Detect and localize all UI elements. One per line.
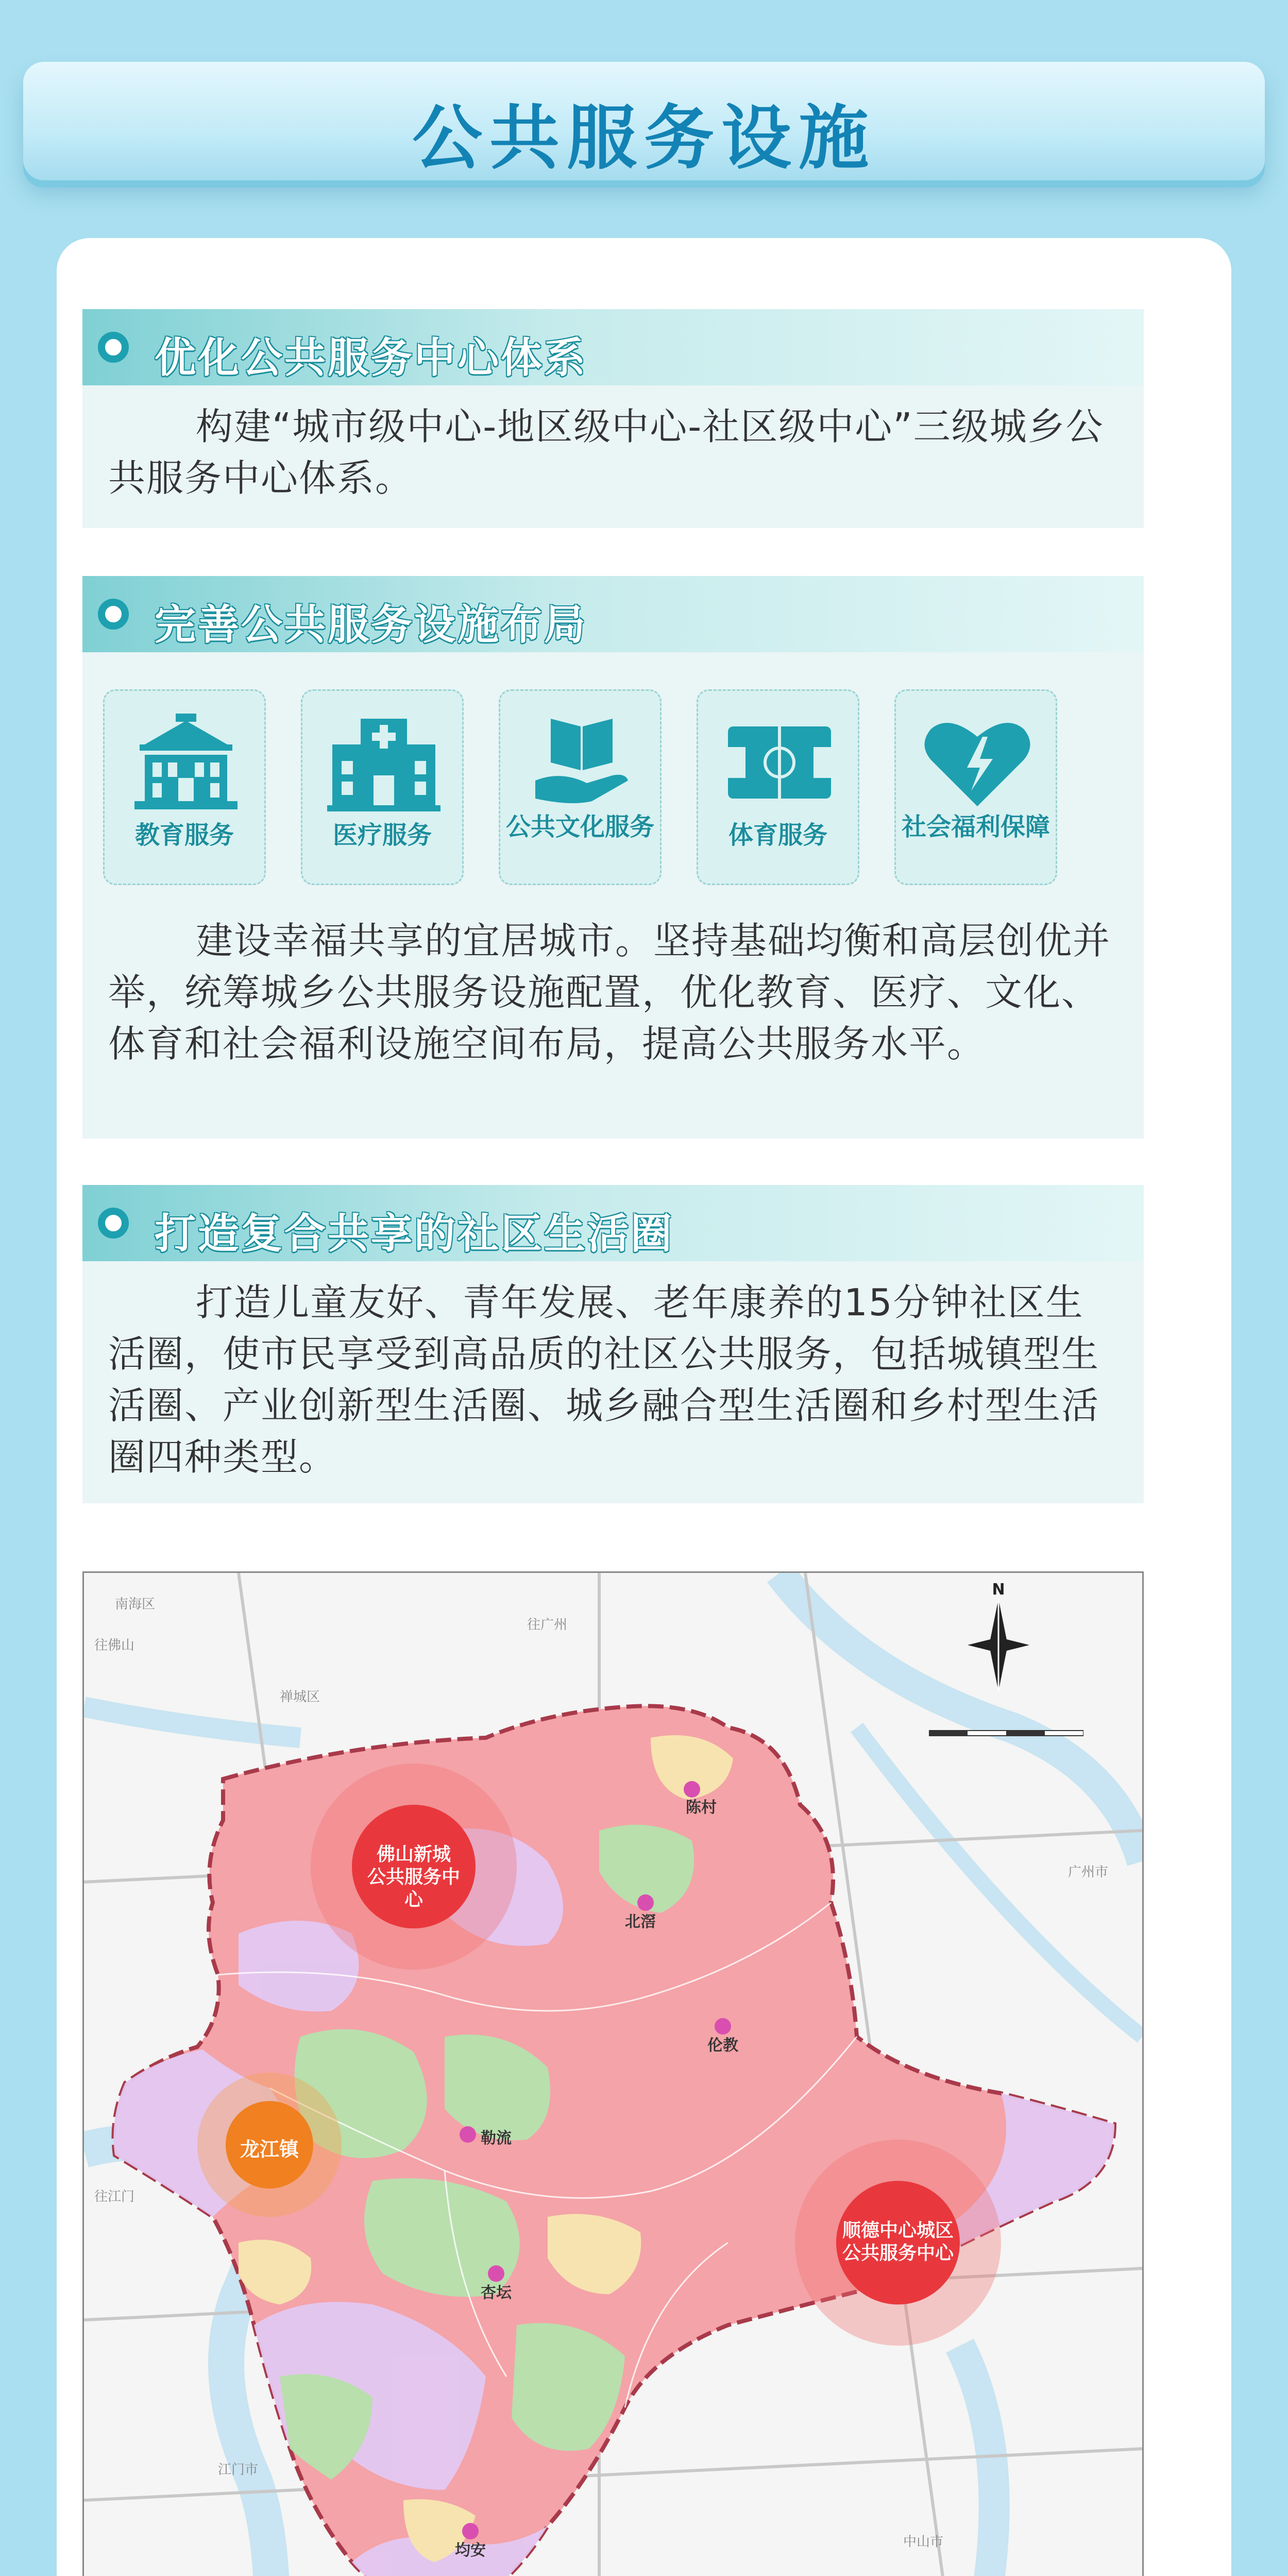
foshan-center-label: 佛山新城 公共服务中心 [367, 1844, 460, 1910]
town-label-beijiao: 北滘 [625, 1913, 656, 1931]
place-label: 南海区 [115, 1597, 156, 1612]
welfare-heart-icon [916, 714, 1039, 811]
section-title: 优化公共服务中心体系 [155, 334, 587, 382]
place-label: 往江门 [94, 2189, 135, 2205]
place-label: 往广州 [527, 1617, 568, 1633]
map-canvas [84, 1573, 1142, 2576]
scale-bar [929, 1727, 1083, 1740]
town-label-xingtan: 杏坛 [481, 2284, 512, 2302]
section-service-center-system [82, 309, 1144, 528]
section-text: 构建“城市级中心-地区级中心-社区级中心”三级城乡公共服务中心体系。 [108, 405, 1104, 500]
section-text: 打造儿童友好、青年发展、老年康养的15分钟社区生活圈，使市民享受到高品质的社区公共服务，包括城镇型生活圈、产业创新型生活圈、城乡融合型生活圈和乡村型生活圈四种类型。 [108, 1281, 1100, 1479]
sports-service-card [697, 689, 859, 885]
place-label: 江门市 [218, 2462, 259, 2478]
icon-label: 公共文化服务 [505, 812, 654, 841]
planning-map [82, 1571, 1144, 2576]
town-label-leliu: 勒流 [481, 2129, 512, 2147]
section-header [82, 576, 1144, 652]
north-label: N [992, 1581, 1005, 1599]
sports-field-icon [718, 714, 841, 811]
medical-service-card [301, 689, 464, 885]
section-facility-layout [82, 576, 1144, 1139]
welfare-service-card [894, 689, 1057, 885]
education-service-card [103, 689, 266, 885]
place-label: 中山市 [903, 2534, 944, 2550]
icon-label: 体育服务 [728, 821, 827, 850]
circle-bullet-icon [98, 1208, 129, 1239]
title-banner [23, 62, 1265, 180]
section-title: 完善公共服务设施布局 [155, 601, 587, 649]
culture-book-icon [520, 714, 643, 811]
hospital-icon [322, 714, 446, 811]
place-label: 广州市 [1068, 1865, 1109, 1880]
north-arrow-icon [968, 1599, 1029, 1691]
page-title: 公共服务设施 [412, 98, 876, 179]
icon-label: 医疗服务 [332, 821, 432, 850]
icon-label: 教育服务 [134, 821, 234, 850]
longjiang-center-label: 龙江镇 [240, 2138, 299, 2161]
circle-bullet-icon [98, 332, 129, 363]
icon-label: 社会福利保障 [901, 812, 1050, 841]
section-community-life-circle [82, 1185, 1144, 1503]
town-label-chencun: 陈村 [686, 1799, 717, 1817]
place-label: 禅城区 [280, 1689, 320, 1705]
circle-bullet-icon [98, 599, 129, 630]
culture-service-card [499, 689, 662, 885]
section-title: 打造复合共享的社区生活圈 [155, 1210, 674, 1258]
town-label-junan: 均安 [455, 2541, 486, 2560]
school-icon [124, 714, 248, 811]
section-header [82, 309, 1144, 385]
place-label: 往佛山 [94, 1638, 135, 1653]
town-label-lunjiao: 伦教 [707, 2037, 738, 2055]
section-text: 建设幸福共享的宜居城市。坚持基础均衡和高层创优并举，统筹城乡公共服务设施配置，优化教育、医疗、文化、体育和社会福利设施空间布局，提高公共服务水平。 [108, 919, 1111, 1065]
section-header [82, 1185, 1144, 1261]
shunde-center-label: 顺德中心城区 公共服务中心 [842, 2220, 954, 2264]
